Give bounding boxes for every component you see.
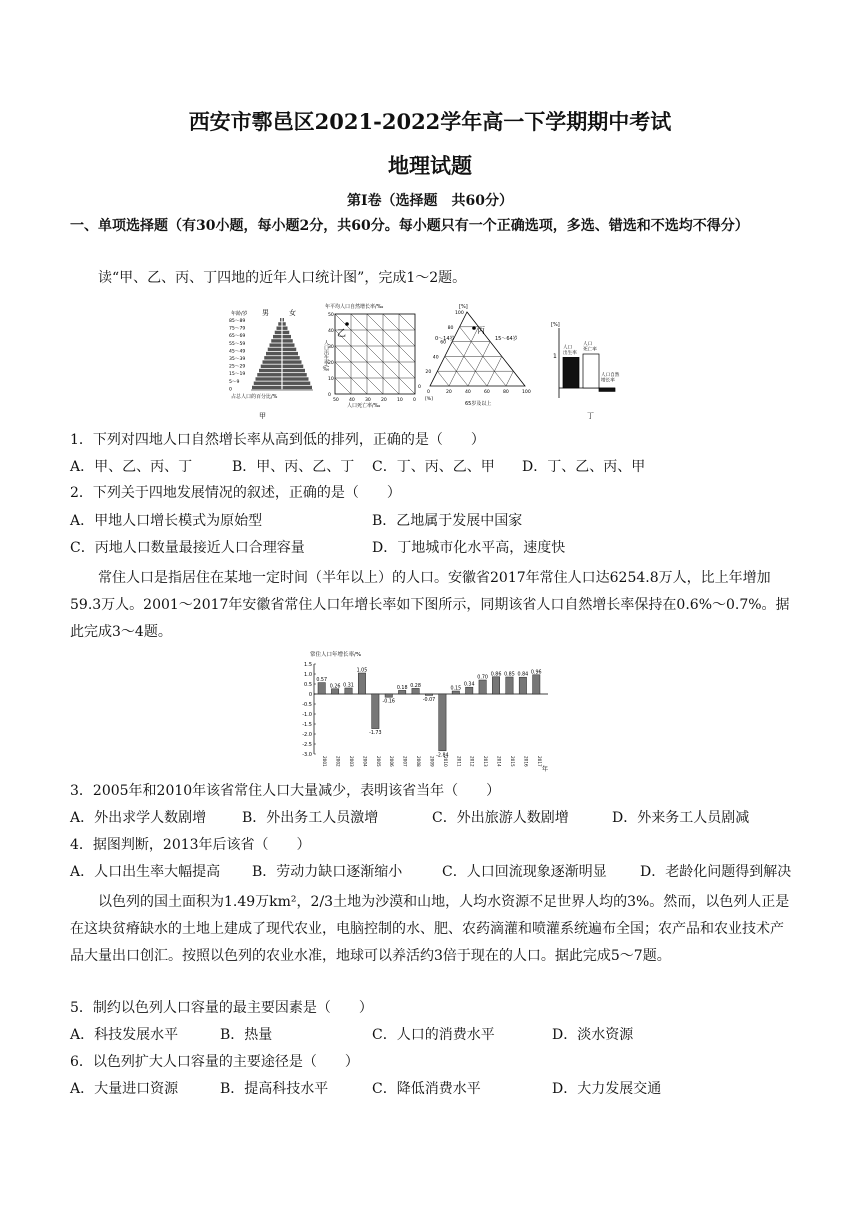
jia-ylabel: 年龄/岁: [231, 311, 248, 317]
chart-ytick: 0.5: [304, 681, 312, 688]
q2-options-row1: [70, 511, 795, 532]
chart-value-label: 0.84: [517, 672, 529, 678]
bing-tick: 0: [418, 385, 421, 390]
q4-options: [70, 862, 795, 883]
bing-label: 丙: [477, 326, 485, 335]
chart-bar: [533, 675, 540, 694]
q6-stem: 6．以色列扩大人口容量的主要途径是（ ）: [70, 1054, 359, 1070]
jia-female-bar: [283, 322, 286, 325]
q5-option-a[interactable]: A．科技发展水平: [70, 1027, 179, 1043]
q1-option-c[interactable]: C．丁、丙、乙、甲: [372, 459, 495, 475]
chart-ytick: -1.5: [302, 721, 312, 728]
jia-female-bar: [283, 382, 311, 385]
q3-options: [70, 808, 795, 829]
jia-age-tick: 35～39: [229, 357, 246, 362]
jia-male-bar: [254, 382, 282, 385]
q6-option-b[interactable]: B．提高科技水平: [220, 1081, 329, 1097]
ding-bar-label: 死亡率: [583, 347, 597, 353]
jia-male-bar: [278, 322, 281, 325]
chart-xtick: 2002: [335, 756, 341, 767]
chart-jia: [229, 308, 313, 420]
chart-xtick: 2008: [416, 756, 422, 767]
q4-stem: 4．据图判断，2013年后该省（ ）: [70, 837, 311, 853]
chart-ytick: 1.5: [304, 661, 312, 668]
chart-bar: [479, 680, 486, 694]
q3-option-a[interactable]: A．外出求学人数剧增: [70, 810, 207, 826]
bing-left-label: 0～14岁: [435, 336, 455, 342]
q5-option-b[interactable]: B．热量: [220, 1027, 273, 1043]
bing-btick: 40: [465, 390, 471, 395]
q3-option-d[interactable]: D．外来务工人员剧减: [612, 810, 750, 826]
jia-female-bar: [283, 365, 304, 368]
chart-value-label: -0.16: [382, 699, 395, 705]
chart-ytick: -0.5: [302, 701, 312, 708]
chart-xtick: 2006: [389, 756, 395, 767]
q2-option-a[interactable]: A．甲地人口增长模式为原始型: [70, 513, 263, 529]
chart-ytick: -1.0: [302, 711, 312, 718]
q5-option-c[interactable]: C．人口的消费水平: [372, 1027, 495, 1043]
chart-value-label: 0.31: [343, 683, 354, 689]
jia-female-bar: [283, 335, 291, 338]
jia-male-bar: [252, 386, 281, 389]
q1-option-a[interactable]: A．甲、乙、丙、丁: [70, 459, 193, 475]
chart-ytick: -2.5: [302, 741, 312, 748]
chart-value-label: 0.96: [530, 670, 542, 676]
jia-male-bar: [271, 339, 281, 342]
jia-female-bar: [283, 386, 312, 389]
jia-age-tick: 5～9: [229, 379, 240, 385]
bing-tick: 20: [425, 370, 432, 376]
chart-bar: [492, 677, 499, 694]
chart-bar: [345, 688, 352, 694]
chart-xtick: 2001: [322, 756, 328, 767]
ding-bar: [563, 357, 579, 388]
intro-3: 以色列的国土面积为1.49万km²，2/3土地为沙漠和山地，人均水资源不足世界人均的3%。然而，以色列人正是在这块贫瘠缺水的土地上建成了现代农业，电脑控制的水、肥、农药滴灌和喷灌系统遍布全国；农产品和农业技术产品大量出口创汇。按照以色列的农业水准，地球可以养活约3倍于现在的人口。据此完成5～7题。: [70, 894, 790, 964]
chart-bar: [331, 689, 338, 694]
jia-male-bar: [259, 369, 281, 372]
q2-option-c[interactable]: C．丙地人口数量最接近人口合理容量: [70, 540, 305, 556]
yi-point: [345, 322, 349, 326]
jia-male-bar: [270, 343, 282, 346]
chart-xtick: 2017: [536, 756, 542, 767]
jia-age-tick: 75～79: [229, 326, 246, 332]
jia-female-bar: [283, 339, 293, 342]
ding-bar-label: 人口: [583, 342, 593, 347]
q2-stem: 2．下列关于四地发展情况的叙述，正确的是（ ）: [70, 485, 401, 501]
jia-age-tick: 0: [229, 387, 232, 393]
ding-bar-label: 人口: [563, 345, 573, 351]
bing-right-label: 15～64岁: [495, 336, 518, 342]
chart-bar: [372, 694, 379, 729]
chart-xtick: 2010: [442, 756, 448, 767]
chart-ytick: 0: [308, 691, 312, 698]
q1-option-b[interactable]: B．甲、丙、乙、丁: [232, 459, 355, 475]
jia-male-bar: [280, 318, 281, 321]
q6-option-d[interactable]: D．大力发展交通: [552, 1081, 662, 1097]
chart-value-label: -2.84: [436, 753, 449, 759]
chart-bar: [358, 673, 365, 694]
jia-male-label: 男: [262, 309, 269, 317]
ding-bar: [583, 354, 599, 388]
chart-value-label: 0.15: [450, 686, 462, 692]
jia-female-bar: [283, 369, 305, 372]
chart-bar: [439, 694, 446, 751]
chart-ding: [551, 322, 620, 420]
chart-xtick: 2005: [375, 756, 381, 767]
chart-value-label: 0.86: [490, 672, 502, 678]
jia-male-bar: [266, 352, 281, 355]
jia-age-tick: 25～29: [229, 364, 246, 370]
chart-xtick: 2011: [456, 756, 462, 767]
bing-point: [472, 326, 476, 330]
chart-value-label: -1.73: [369, 731, 382, 737]
section-heading: 一、单项选择题（有30小题，每小题2分，共60分。每小题只有一个正确选项，多选、错选和不选均不得分）: [70, 218, 749, 234]
q1-stem: 1．下列对四地人口自然增长率从高到低的排列，正确的是（ ）: [70, 432, 485, 448]
chart-ytick: -3.0: [302, 751, 312, 758]
chart-xtick: 2016: [523, 756, 529, 767]
chart-xtick: 2004: [362, 756, 368, 767]
q5-options: [70, 1025, 795, 1046]
jia-female-label: 女: [289, 309, 296, 317]
intro-1: 读“甲、乙、丙、丁四地的近年人口统计图”，完成1～2题。: [98, 270, 467, 286]
jia-xlabel: 占总人口的百分比/%: [231, 394, 278, 400]
chart-yi: [322, 303, 416, 409]
jia-female-bar: [283, 318, 284, 321]
chart-value-label: 0.26: [329, 684, 341, 690]
q3-option-b[interactable]: B．外出务工人员激增: [242, 810, 379, 826]
ding-tick: 1: [553, 353, 557, 360]
jia-male-bar: [273, 335, 281, 338]
chart-bar: [385, 694, 392, 697]
chart-ylabel: 常住人口年增长率/%: [310, 652, 362, 658]
chart-bing: [418, 304, 531, 407]
q4-option-d[interactable]: D．老龄化问题得到解决: [640, 864, 792, 880]
ding-bar: [599, 388, 615, 391]
chart-xtick: 2014: [496, 756, 502, 767]
exam-subtitle: 地理试题: [388, 153, 472, 178]
q5-stem: 5．制约以色列人口容量的最主要因素是（ ）: [70, 1000, 373, 1016]
ding-bar-label: 增长率: [601, 378, 615, 384]
jia-female-bar: [283, 343, 295, 346]
yi-xtick: 0: [413, 398, 416, 403]
yi-xlabel: 人口死亡率/‰: [347, 403, 381, 409]
jia-male-bar: [263, 360, 282, 363]
yi-ytick: 30: [328, 345, 334, 350]
chart-value-label: 1.05: [356, 668, 368, 674]
yi-ytick: 40: [328, 329, 334, 334]
q6-option-c[interactable]: C．降低消费水平: [372, 1081, 481, 1097]
yi-ytick: 20: [328, 361, 334, 366]
chart-bar: [425, 694, 432, 695]
yi-ytick: 0: [328, 393, 331, 398]
bing-tick: 100: [455, 311, 464, 316]
q3-option-c[interactable]: C．外出旅游人数剧增: [432, 810, 569, 826]
jia-female-bar: [283, 377, 309, 380]
bing-unit-top: [%]: [459, 304, 468, 310]
yi-xtick: 40: [349, 398, 355, 403]
bing-bottom-label: 65岁及以上: [465, 401, 492, 407]
jia-label: 甲: [259, 412, 266, 420]
ding-unit: [%]: [551, 322, 560, 328]
bing-tick: 80: [447, 325, 454, 331]
yi-ytick: 50: [328, 313, 334, 318]
jia-male-bar: [268, 348, 282, 351]
chart-bar: [412, 688, 419, 694]
q2-option-b[interactable]: B．乙地属于发展中国家: [372, 513, 523, 529]
jia-female-bar: [283, 352, 298, 355]
q5-option-d[interactable]: D．淡水资源: [552, 1027, 634, 1043]
jia-age-tick: 15～19: [229, 372, 246, 378]
bing-btick: 60: [484, 390, 490, 395]
yi-xtick: 50: [333, 398, 339, 403]
jia-female-bar: [283, 348, 297, 351]
jia-female-bar: [283, 326, 288, 329]
chart-value-label: 0.57: [316, 678, 328, 684]
bing-tick: 40: [432, 355, 439, 361]
growth-rate-chart: [290, 648, 560, 776]
chart-xtick: 2009: [429, 756, 435, 767]
part-heading: 第Ⅰ卷（选择题 共60分）: [346, 193, 514, 209]
bing-btick: 20: [446, 390, 452, 395]
q4-option-b[interactable]: B．劳动力缺口逐渐缩小: [252, 864, 403, 880]
jia-male-bar: [277, 326, 282, 329]
q6-option-a[interactable]: A．大量进口资源: [70, 1081, 179, 1097]
yi-xtick: 10: [397, 398, 403, 403]
exam-title: 西安市鄠邑区2021-2022学年高一下学期期中考试: [188, 109, 672, 134]
jia-female-bar: [283, 360, 302, 363]
q4-option-a[interactable]: A．人口出生率大幅提高: [70, 864, 221, 880]
jia-age-tick: 65～69: [229, 334, 246, 340]
chart-xtick: 2013: [483, 756, 489, 767]
chart-value-label: 0.18: [396, 685, 408, 691]
chart-bar: [398, 690, 405, 694]
q1-option-d[interactable]: D．丁、乙、丙、甲: [522, 459, 646, 475]
chart-bar: [519, 677, 526, 694]
chart-value-label: 0.70: [477, 675, 488, 681]
chart-xlabel: 年: [542, 766, 549, 773]
bing-btick: 0: [427, 390, 430, 395]
jia-female-bar: [283, 331, 290, 334]
chart-ytick: -2.0: [302, 731, 312, 738]
bing-btick: 80: [503, 390, 509, 395]
ding-label: 丁: [587, 412, 594, 420]
chart-xtick: 2012: [469, 756, 475, 767]
jia-male-bar: [256, 377, 282, 380]
q1-options: [70, 457, 795, 478]
chart-value-label: 0.85: [504, 672, 515, 678]
bing-btick: 100: [522, 390, 531, 395]
jia-male-bar: [257, 373, 281, 376]
jia-female-bar: [283, 356, 300, 359]
chart-bar: [466, 687, 473, 694]
chart-ytick: 1.0: [304, 671, 312, 678]
intro-2: 常住人口是指居住在某地一定时间（半年以上）的人口。安徽省2017年常住人口达6254.8万人，比上年增加59.3万人。2001～2017年安徽省常住人口年增长率如下图所示，同期该省人口自然增长率保持在0.6%～0.7%。据此完成3～4题。: [70, 570, 790, 640]
jia-male-bar: [275, 331, 282, 334]
chart-xtick: 2007: [402, 756, 408, 767]
ding-bar-label: 人口自然: [601, 373, 620, 378]
yi-label: 乙: [337, 329, 347, 339]
jia-age-tick: 55～59: [229, 341, 246, 347]
yi-ytick: 10: [328, 377, 334, 382]
bing-unit-bottom: [%]: [425, 397, 433, 402]
jia-male-bar: [261, 365, 282, 368]
q3-stem: 3．2005年和2010年该省常住人口大量减少，表明该省当年（ ）: [70, 783, 501, 799]
jia-age-tick: 85～89: [229, 319, 246, 324]
chart-value-label: 0.28: [410, 683, 421, 689]
bing-tick: 60: [440, 340, 447, 346]
q4-option-c[interactable]: C．人口回流现象逐渐明显: [442, 864, 607, 880]
jia-age-tick: 45～49: [229, 349, 246, 355]
chart-value-label: -0.07: [422, 697, 436, 703]
yi-ylabel: 人口出生率/‰: [323, 340, 329, 373]
jia-female-bar: [283, 373, 307, 376]
yi-xtick: 20: [381, 398, 387, 403]
chart-bar: [506, 677, 513, 694]
q2-option-d[interactable]: D．丁地城市化水平高，速度快: [372, 540, 566, 556]
yi-top-label: 年平均人口自然增长率/‰: [325, 304, 384, 310]
chart-xtick: 2003: [349, 756, 355, 767]
chart-bar: [318, 683, 325, 694]
q6-options: [70, 1079, 795, 1100]
chart-value-label: 0.34: [463, 682, 475, 688]
jia-male-bar: [264, 356, 281, 359]
q2-options-row2: [70, 538, 795, 559]
chart-xtick: 2015: [509, 756, 515, 767]
population-figure: [225, 300, 645, 425]
yi-xtick: 30: [365, 398, 371, 403]
ding-bar-label: 出生率: [563, 350, 577, 356]
